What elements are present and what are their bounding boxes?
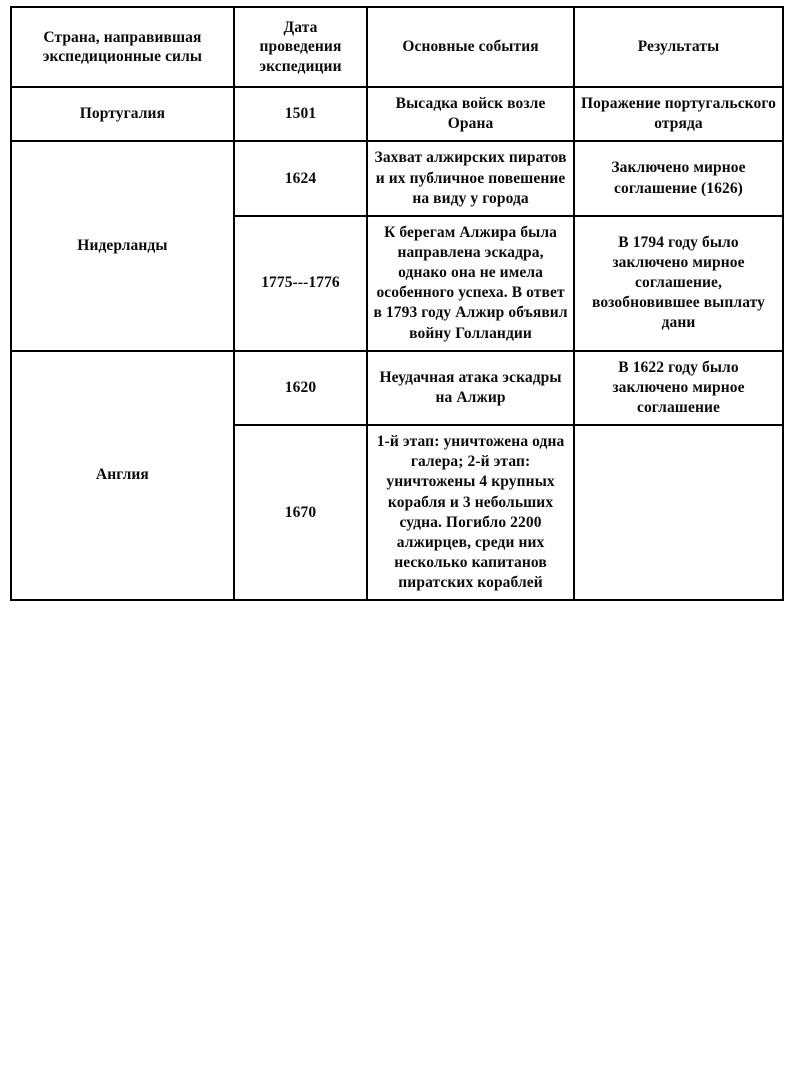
cell-results-1620: В 1622 году было заключено мирное соглашение — [574, 351, 783, 425]
cell-date-1620: 1620 — [234, 351, 367, 425]
table-row — [11, 351, 783, 425]
cell-country-portugal: Португалия — [11, 87, 234, 141]
cell-country-england: Англия — [11, 351, 234, 601]
cell-results-1624: Заключено мирное соглашение (1626) — [574, 141, 783, 215]
cell-date-1624: 1624 — [234, 141, 367, 215]
cell-country-netherlands: Нидерланды — [11, 141, 234, 350]
cell-events-1775-1776: К берегам Алжира была направлена эскадра, однако она не имела особенного успеха. В ответ в 1793 году Алжир объявил войну Голландии — [367, 216, 574, 351]
expedition-table — [10, 6, 784, 601]
column-header-date: Дата проведения экспедиции — [234, 7, 367, 87]
cell-results-1501: Поражение португальского отряда — [574, 87, 783, 141]
cell-date-1501: 1501 — [234, 87, 367, 141]
cell-events-1620: Неудачная атака эскадры на Алжир — [367, 351, 574, 425]
column-header-results: Результаты — [574, 7, 783, 87]
table-row — [11, 141, 783, 215]
column-header-events: Основные события — [367, 7, 574, 87]
column-header-country: Страна, направившая экспедиционные силы — [11, 7, 234, 87]
cell-results-1775-1776: В 1794 году было заключено мирное соглашение, возобновившее выплату дани — [574, 216, 783, 351]
cell-events-1670: 1-й этап: уничтожена одна галера; 2-й этап: уничтожены 4 крупных корабля и 3 небольших судна. Погибло 2200 алжирцев, среди них несколько капитанов пиратских кораблей — [367, 425, 574, 600]
cell-events-1501: Высадка войск возле Орана — [367, 87, 574, 141]
cell-date-1670: 1670 — [234, 425, 367, 600]
table-header — [11, 7, 783, 87]
cell-results-1670 — [574, 425, 783, 600]
cell-events-1624: Захват алжирских пиратов и их публичное повешение на виду у города — [367, 141, 574, 215]
table-header-row — [11, 7, 783, 87]
table-body — [11, 87, 783, 600]
cell-date-1775-1776: 1775---1776 — [234, 216, 367, 351]
table-row — [11, 87, 783, 141]
